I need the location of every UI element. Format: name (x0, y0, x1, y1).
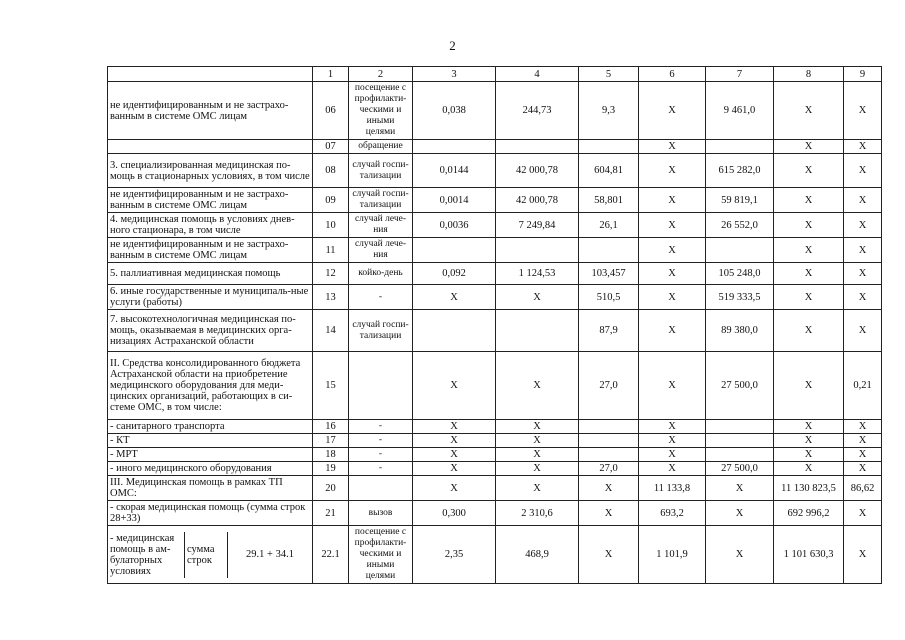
row-description: III. Медицинская помощь в рамках ТП ОМС: (108, 476, 313, 501)
cell-c9: X (844, 448, 882, 462)
cell-c6: X (639, 263, 706, 285)
cell-c6: X (639, 434, 706, 448)
cell-c4: 1 124,53 (496, 263, 579, 285)
cell-c8: X (774, 263, 844, 285)
cell-c3: X (413, 476, 496, 501)
financing-table (107, 66, 882, 584)
cell-c4: 244,73 (496, 82, 579, 140)
cell-c6: X (639, 140, 706, 154)
table-row (108, 263, 882, 285)
cell-c9: X (844, 285, 882, 310)
cell-c6: X (639, 420, 706, 434)
row-number: 20 (313, 476, 349, 501)
cell-c3 (413, 310, 496, 352)
cell-c6: X (639, 448, 706, 462)
cell-c4: X (496, 420, 579, 434)
cell-c3: 0,038 (413, 82, 496, 140)
cell-c5 (579, 420, 639, 434)
cell-c6: X (639, 310, 706, 352)
row-unit: вызов (349, 501, 413, 526)
row-description: не идентифицированным и не застрахо-ванным в системе ОМС лицам (108, 188, 313, 213)
header-cell: 5 (579, 67, 639, 82)
header-cell: 1 (313, 67, 349, 82)
cell-c3: 0,0144 (413, 154, 496, 188)
cell-c4: X (496, 285, 579, 310)
cell-c8: X (774, 82, 844, 140)
row-number: 11 (313, 238, 349, 263)
table-row (108, 154, 882, 188)
cell-c5: 9,3 (579, 82, 639, 140)
cell-c8: X (774, 285, 844, 310)
cell-c9: X (844, 434, 882, 448)
cell-c5: 27,0 (579, 462, 639, 476)
desc-part-b: сумма строк (185, 532, 228, 578)
cell-c9: X (844, 238, 882, 263)
cell-c5: X (579, 501, 639, 526)
cell-c7: 27 500,0 (706, 352, 774, 420)
header-cell: 6 (639, 67, 706, 82)
header-cell-blank (108, 67, 313, 82)
cell-c5: 87,9 (579, 310, 639, 352)
cell-c4: 7 249,84 (496, 213, 579, 238)
cell-c5: X (579, 526, 639, 584)
table-row (108, 213, 882, 238)
cell-c6: 11 133,8 (639, 476, 706, 501)
table-row (108, 140, 882, 154)
cell-c7: X (706, 526, 774, 584)
cell-c5 (579, 434, 639, 448)
cell-c9: 86,62 (844, 476, 882, 501)
cell-c6: 693,2 (639, 501, 706, 526)
row-unit: - (349, 448, 413, 462)
cell-c8: X (774, 154, 844, 188)
row-number: 10 (313, 213, 349, 238)
row-number: 18 (313, 448, 349, 462)
desc-part-c: 29.1 + 34.1 (246, 549, 294, 560)
cell-c7 (706, 420, 774, 434)
table-row (108, 462, 882, 476)
cell-c7 (706, 238, 774, 263)
cell-c9: X (844, 526, 882, 584)
cell-c6: X (639, 188, 706, 213)
header-cell: 9 (844, 67, 882, 82)
cell-c8: X (774, 434, 844, 448)
cell-c9: X (844, 263, 882, 285)
table-row (108, 448, 882, 462)
cell-c6: X (639, 462, 706, 476)
row-unit (349, 476, 413, 501)
header-cell: 4 (496, 67, 579, 82)
cell-c3: X (413, 420, 496, 434)
cell-c5: 103,457 (579, 263, 639, 285)
row-number: 12 (313, 263, 349, 285)
table-row (108, 285, 882, 310)
cell-c9: X (844, 462, 882, 476)
cell-c3: X (413, 448, 496, 462)
cell-c5: 510,5 (579, 285, 639, 310)
header-cell: 8 (774, 67, 844, 82)
row-unit: посещение с профилакти-ческими и иными целями (349, 82, 413, 140)
cell-c7: 89 380,0 (706, 310, 774, 352)
cell-c4: 42 000,78 (496, 154, 579, 188)
cell-c7: 615 282,0 (706, 154, 774, 188)
row-description: - КТ (108, 434, 313, 448)
cell-c7: 105 248,0 (706, 263, 774, 285)
cell-c8: X (774, 140, 844, 154)
cell-c8: X (774, 238, 844, 263)
cell-c7: 519 333,5 (706, 285, 774, 310)
cell-c4 (496, 310, 579, 352)
row-unit: посещение с профилакти-ческими и иными целями (349, 526, 413, 584)
table-row (108, 188, 882, 213)
header-cell: 3 (413, 67, 496, 82)
cell-c3 (413, 238, 496, 263)
cell-c8: 692 996,2 (774, 501, 844, 526)
cell-c5: 26,1 (579, 213, 639, 238)
row-number: 16 (313, 420, 349, 434)
cell-c3: 0,092 (413, 263, 496, 285)
cell-c3: 0,0014 (413, 188, 496, 213)
table-row (108, 238, 882, 263)
row-number: 21 (313, 501, 349, 526)
cell-c5: 604,81 (579, 154, 639, 188)
table-row (108, 526, 882, 584)
cell-c9: X (844, 213, 882, 238)
cell-c9: X (844, 310, 882, 352)
cell-c9: X (844, 188, 882, 213)
row-unit: - (349, 434, 413, 448)
desc-part-a: - медицинская помощь в ам-булаторных условиях (108, 532, 185, 578)
cell-c9: X (844, 140, 882, 154)
cell-c4: X (496, 476, 579, 501)
cell-c7 (706, 434, 774, 448)
row-description: 3. специализированная медицинская по-мощь в стационарных условиях, в том числе (108, 154, 313, 188)
cell-c8: 1 101 630,3 (774, 526, 844, 584)
cell-c6: X (639, 154, 706, 188)
row-number: 15 (313, 352, 349, 420)
cell-c7 (706, 140, 774, 154)
table-row (108, 501, 882, 526)
cell-c4: X (496, 434, 579, 448)
cell-c3: 2,35 (413, 526, 496, 584)
row-unit: - (349, 285, 413, 310)
cell-c5: 58,801 (579, 188, 639, 213)
table-row (108, 82, 882, 140)
row-number: 07 (313, 140, 349, 154)
row-number: 17 (313, 434, 349, 448)
header-cell: 2 (349, 67, 413, 82)
cell-c5: X (579, 476, 639, 501)
cell-c9: X (844, 420, 882, 434)
cell-c6: 1 101,9 (639, 526, 706, 584)
cell-c9: X (844, 154, 882, 188)
cell-c6: X (639, 285, 706, 310)
row-description: - санитарного транспорта (108, 420, 313, 434)
cell-c3: X (413, 352, 496, 420)
cell-c7: X (706, 476, 774, 501)
cell-c4: X (496, 352, 579, 420)
row-description: 6. иные государственные и муниципаль-ные услуги (работы) (108, 285, 313, 310)
cell-c8: 11 130 823,5 (774, 476, 844, 501)
cell-c8: X (774, 448, 844, 462)
cell-c9: 0,21 (844, 352, 882, 420)
cell-c4 (496, 140, 579, 154)
cell-c4: 468,9 (496, 526, 579, 584)
cell-c4: X (496, 462, 579, 476)
cell-c9: X (844, 501, 882, 526)
cell-c8: X (774, 462, 844, 476)
row-number: 22.1 (313, 526, 349, 584)
cell-c3: 0,0036 (413, 213, 496, 238)
row-unit: случай лече-ния (349, 238, 413, 263)
row-unit: случай лече-ния (349, 213, 413, 238)
row-description: - скорая медицинская помощь (сумма строк 28+33) (108, 501, 313, 526)
row-unit: случай госпи-тализации (349, 310, 413, 352)
cell-c3: X (413, 462, 496, 476)
cell-c7: X (706, 501, 774, 526)
cell-c8: X (774, 213, 844, 238)
cell-c4: X (496, 448, 579, 462)
cell-c8: X (774, 310, 844, 352)
table-row (108, 420, 882, 434)
cell-c8: X (774, 420, 844, 434)
row-description: - МРТ (108, 448, 313, 462)
row-unit: - (349, 462, 413, 476)
row-description: 4. медицинская помощь в условиях днев-ного стационара, в том числе (108, 213, 313, 238)
row-description (108, 140, 313, 154)
row-description: 7. высокотехнологичная медицинская по-мощь, оказываемая в медицинских орга-низациях Астраханской области (108, 310, 313, 352)
cell-c5 (579, 238, 639, 263)
row-description-split (108, 526, 313, 584)
table-row (108, 434, 882, 448)
cell-c6: X (639, 82, 706, 140)
row-number: 13 (313, 285, 349, 310)
cell-c3: X (413, 434, 496, 448)
cell-c7 (706, 448, 774, 462)
row-unit (349, 352, 413, 420)
cell-c8: X (774, 352, 844, 420)
cell-c7: 59 819,1 (706, 188, 774, 213)
cell-c5 (579, 140, 639, 154)
row-number: 08 (313, 154, 349, 188)
row-unit: случай госпи-тализации (349, 188, 413, 213)
page-number: 2 (449, 38, 456, 53)
cell-c7: 9 461,0 (706, 82, 774, 140)
row-unit: обращение (349, 140, 413, 154)
table-row (108, 476, 882, 501)
table-row (108, 352, 882, 420)
row-number: 06 (313, 82, 349, 140)
row-unit: случай госпи-тализации (349, 154, 413, 188)
cell-c9: X (844, 82, 882, 140)
row-description: 5. паллиативная медицинская помощь (108, 263, 313, 285)
cell-c5 (579, 448, 639, 462)
row-number: 19 (313, 462, 349, 476)
table-header-row (108, 67, 882, 82)
cell-c3 (413, 140, 496, 154)
row-description: не идентифицированным и не застрахо-ванным в системе ОМС лицам (108, 238, 313, 263)
row-unit: - (349, 420, 413, 434)
header-cell: 7 (706, 67, 774, 82)
cell-c7: 27 500,0 (706, 462, 774, 476)
cell-c3: X (413, 285, 496, 310)
row-number: 09 (313, 188, 349, 213)
row-description: - иного медицинского оборудования (108, 462, 313, 476)
cell-c6: X (639, 213, 706, 238)
cell-c6: X (639, 352, 706, 420)
row-number: 14 (313, 310, 349, 352)
cell-c4 (496, 238, 579, 263)
cell-c3: 0,300 (413, 501, 496, 526)
row-unit: койко-день (349, 263, 413, 285)
cell-c5: 27,0 (579, 352, 639, 420)
row-description: II. Средства консолидированного бюджета Астраханской области на приобретение медицинского оборудования для меди-цинских организаций, работающих в си-стеме ОМС, в том числе: (108, 352, 313, 420)
cell-c4: 42 000,78 (496, 188, 579, 213)
cell-c6: X (639, 238, 706, 263)
cell-c7: 26 552,0 (706, 213, 774, 238)
table-row (108, 310, 882, 352)
row-description: не идентифицированным и не застрахо-ванным в системе ОМС лицам (108, 82, 313, 140)
cell-c8: X (774, 188, 844, 213)
cell-c4: 2 310,6 (496, 501, 579, 526)
